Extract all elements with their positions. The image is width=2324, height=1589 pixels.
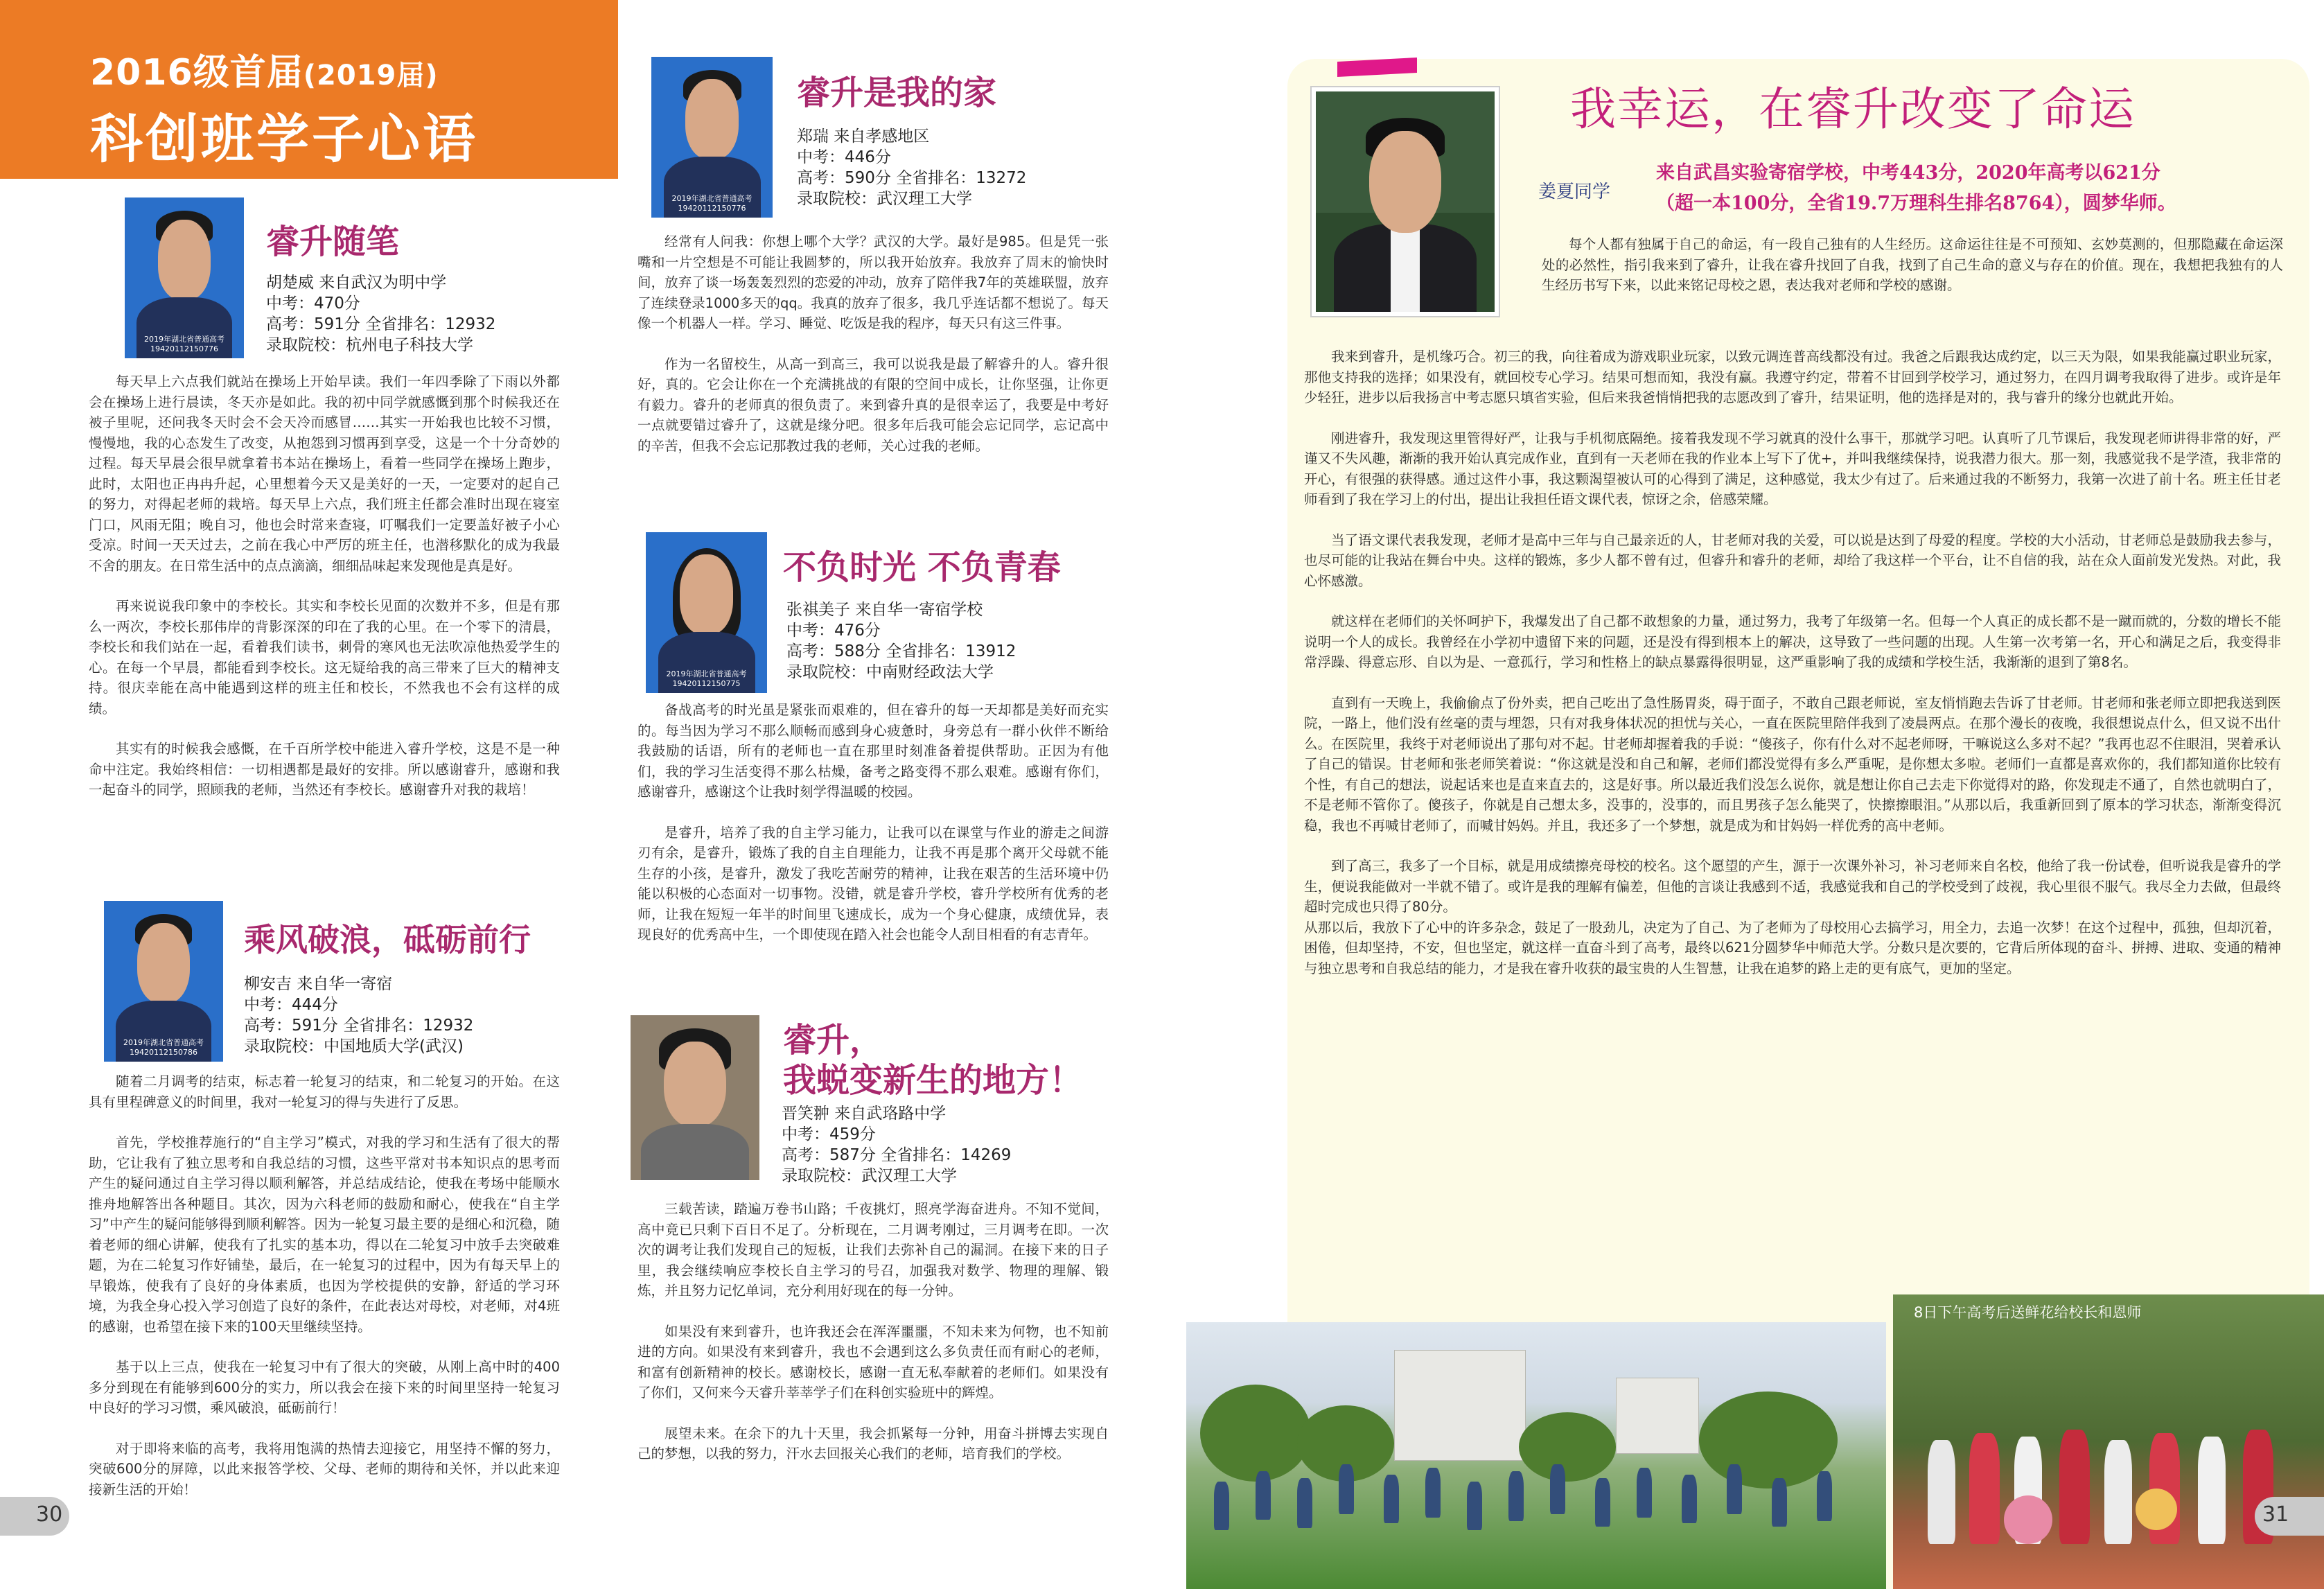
banner-title-line2: 科创班学子心语 xyxy=(90,108,478,170)
paragraph: 从那以后，我放下了心中的许多杂念，鼓足了一股劲儿，决定为了自己、为了老师为了母校用心去搞学习，用全力，去追一次梦！在这个过程中，孤独，但却沉着，困倦，但却坚持，不安，但也坚定，就这样一直奋斗到了高考，最终以621分圆梦华中师范大学。分数只是次要的，它背后所体现的奋斗、拼搏、进取、变通的精神与独立思考和自我总结的能力，才是我在睿升收获的最宝贵的人生智慧，让我在追梦的路上走的更有底气，更加的坚定。 xyxy=(1304,919,2281,976)
paragraph: 是睿升，培养了我的自主学习能力，让我可以在课堂与作业的游走之间游刃有余，是睿升，锻炼了我的自主自理能力，让我不再是那个离开父母就不能生存的小孩，是睿升，激发了我吃苦耐劳的精神，让我在艰苦的生活环境中仍能以积极的心态面对一切事物。没错，就是睿升学校，睿升学校所有优秀的老师，让我在短短一年半的时间里飞速成长，成为一个身心健康，成绩优异，表现良好的优秀高中生，一个即使现在踏入社会也能令人刮目相看的有志青年。 xyxy=(637,824,1109,942)
paragraph: 如果没有来到睿升，也许我还会在浑浑噩噩，不知未来为何物，也不知前进的方向。如果没有来到睿升，我也不会遇到这么多负责任而有耐心的老师，和富有创新精神的校长。感谢校长，感谢一直无私奉献着的老师们。如果没有了你们，又何来今天睿升莘莘学子们在科创实验班中的辉煌。 xyxy=(637,1323,1109,1401)
article-info-1 xyxy=(266,272,495,355)
feature-lead xyxy=(1656,158,2176,219)
feature-student-photo xyxy=(1312,87,1499,316)
flower-ceremony-photo xyxy=(1893,1294,2324,1589)
student-name: 张祺美子 来自华一寄宿学校 xyxy=(786,601,983,619)
zhongkao-score: 中考：470分 xyxy=(266,295,360,313)
paragraph: 作为一名留校生，从高一到高三，我可以说我是最了解睿升的人。睿升很好，真的。它会让你在一个充满挑战的有限的空间中成长，让你坚强，让你更有毅力。睿升的老师真的很负责了。来到睿升真的是很幸运了，我要是中考好一点就要错过睿升了，这就是缘分吧。很多年后我可能会忘记同学，忘记高中的辛苦，但我不会忘记那教过我的老师，关心过我的老师。 xyxy=(637,355,1109,454)
feature-intro xyxy=(1542,234,2283,316)
student-photo-5 xyxy=(631,1015,759,1180)
photo-caption: 2019年湖北省普通高考 19420112150776 xyxy=(144,335,225,353)
admitted-school: 录取院校：中南财经政法大学 xyxy=(786,663,994,681)
article-title-5 xyxy=(783,1020,1082,1100)
article-title-4: 不负时光 不负青春 xyxy=(783,548,1061,587)
admitted-school: 录取院校：武汉理工大学 xyxy=(782,1167,957,1185)
paragraph: 其实有的时候我会感慨，在千百所学校中能进入睿升学校，这是不是一种命中注定。我始终相信：一切相遇都是最好的安排。所以感谢睿升，感谢和我一起奋斗的同学，照顾我的老师，当然还有李校长。感谢睿升对我的栽培！ xyxy=(89,741,560,798)
page-number-left: 30 xyxy=(36,1502,63,1527)
article-info-2 xyxy=(244,974,473,1057)
group-jumping-photo xyxy=(1186,1322,1886,1589)
article-info-4 xyxy=(786,599,1016,683)
article-body-2 xyxy=(89,1071,560,1520)
paragraph: 首先，学校推荐施行的“自主学习”模式，对我的学习和生活有了很大的帮助，它让我有了独立思考和自我总结的习惯，这些平常对书本知识点的思考而产生的疑问通过自主学习得以顺利解答，并总结成结论，使我在考场中能顺水推舟地解答出各种题目。其次，因为六科老师的鼓励和耐心，使我在“自主学习”中产生的疑问能够得到顺利解答。因为一轮复习最主要的是细心和沉稳，随着老师的细心讲解，使我有了扎实的基本功，得以在二轮复习中放手去突破难题，为在二轮复习作好铺垫，最后，在一轮复习的过程中，因为有每天早上的早锻炼，使我有了良好的身体素质，也因为学校提供的安静，舒适的学习环境，为我全身心投入学习创造了良好的条件，在此表达对母校，对老师，对4班的感谢，也希望在接下来的100天里继续坚持。 xyxy=(89,1134,560,1335)
paragraph: 展望未来。在余下的九十天里，我会抓紧每一分钟，用奋斗拼博去实现自己的梦想，以我的努力，汗水去回报关心我们的老师，培育我们的学校。 xyxy=(637,1425,1109,1461)
admitted-school: 录取院校：杭州电子科技大学 xyxy=(266,336,473,354)
gaokao-score: 高考：588分 全省排名：13912 xyxy=(786,642,1016,660)
article-body-5 xyxy=(637,1199,1109,1484)
photo-caption: 2019年湖北省普通高考 19420112150776 xyxy=(671,194,752,213)
photo-caption: 2019年湖北省普通高考 19420112150786 xyxy=(123,1038,204,1057)
student-name: 郑瑞 来自孝感地区 xyxy=(797,128,930,146)
banner-class-year: (2019届) xyxy=(303,60,439,91)
gaokao-score: 高考：591分 全省排名：12932 xyxy=(244,1017,474,1035)
paragraph: 就这样在老师们的关怀呵护下，我爆发出了自己都不敢想象的力量，通过努力，我考了年级第一名。但每一个人真正的成长都不是一蹴而就的，分数的增长不能说明一个人的成长。我曾经在小学初中遗留下来的问题，还是没有得到根本上的解决，这导致了一些问题的出现。人生第一次考第一名，开心和满足之后，我变得非常浮躁、得意忘形、自以为是、一意孤行，学习和性格上的缺点暴露得很明显，这严重影响了我的成绩和学校生活，我渐渐的退到了第8名。 xyxy=(1304,613,2281,670)
paragraph: 当了语文课代表我发现，老师才是高中三年与自己最亲近的人，甘老师对我的关爱，可以说是达到了母爱的程度。学校的大小活动，甘老师总是鼓励我去参与，也尽可能的让我站在舞台中央。这样的锻炼，多少人都不曾有过，但睿升和睿升的老师，却给了我这样一个平台，让不自信的我，站在众人面前发光发热。对此，我心怀感激。 xyxy=(1304,532,2281,589)
banner-title-line1 xyxy=(90,43,439,95)
article-title-5-line1: 睿升， xyxy=(783,1021,883,1060)
photo-caption: 8日下午高考后送鲜花给校长和恩师 xyxy=(1914,1304,2142,1321)
feature-student-name: 姜夏同学 xyxy=(1538,182,1611,202)
article-body-1 xyxy=(89,371,560,820)
paragraph: 基于以上三点，使我在一轮复习中有了很大的突破，从刚上高中时的400多分到现在有能够到600分的实力，所以我会在接下来的时间里坚持一轮复习中良好的学习习惯，乘风破浪，砥砺前行！ xyxy=(89,1359,560,1416)
student-name: 柳安吉 来自华一寄宿 xyxy=(244,975,393,993)
feature-body xyxy=(1304,346,2281,999)
paragraph: 直到有一天晚上，我偷偷点了份外卖，把自己吃出了急性肠胃炎，碍于面子，不敢自己跟老师说，室友悄悄跑去告诉了甘老师。甘老师和张老师立即把我送到医院，一路上，他们没有丝毫的责与埋怨，只有对我身体状况的担忧与关心，一直在医院里陪伴我到了凌晨两点。在那个漫长的夜晚，我很想说点什么，但又说不出什么。在医院里，我终于对老师说出了那句对不起。甘老师却握着我的手说：“傻孩子，你有什么对不起老师呀，干嘛说这么多对不起？”我再也忍不住眼泪，哭着承认了自己的错误。甘老师和张老师笑着说：“你这就是没和自己和解，老师们都没觉得有多么严重呢，是你想太多啦。老师们一直都是喜欢你的，我们都知道你比较有个性，有自己的想法，说起话来也是直来直去的，这是好事。所以最近我们没怎么说你，就是想让你自己去走下你觉得对的路，你发现走不通了，自然也就明白了，不是老师不管你了。傻孩子，你就是自己想太多，没事的，没事的，而且男孩子怎么能哭了，快擦擦眼泪。”从那以后，我重新回到了原本的学习状态，渐渐变得沉稳，我也不再喊甘老师了，而喊甘妈妈。并且，我还多了一个梦想，就是成为和甘妈妈一样优秀的高中老师。 xyxy=(1304,694,2281,834)
student-photo-3 xyxy=(651,57,773,218)
paragraph: 刚进睿升，我发现这里管得好严，让我与手机彻底隔绝。接着我发现不学习就真的没什么事干，那就学习吧。认真听了几节课后，我发现老师讲得非常的好，严谨又不失风趣，渐渐的我开始认真完成作业，直到有一天老师在我的作业本上写下了优+，并叫我继续保持，说我潜力很大。那一刻，我感觉我不是学渣，我非常的开心，有很强的获得感。通过这件小事，我这颗渴望被认可的心得到了满足，这种感觉，我太少有过了。后来通过我的不断努力，我第一次进了前十名。班主任甘老师看到了我在学习上的付出，提出让我担任语文课代表，惊讶之余，倍感荣耀。 xyxy=(1304,430,2281,507)
article-body-3 xyxy=(637,231,1109,476)
article-info-3 xyxy=(797,126,1026,209)
paragraph: 每个人都有独属于自己的命运，有一段自己独有的人生经历。这命运往往是不可预知、玄妙莫测的，但那隐藏在命运深处的必然性，指引我来到了睿升，让我在睿升找回了自我，找到了自己生命的意义与存在的价值。现在，我想把我独有的人生经历书写下来，以此来铭记母校之恩，表达我对老师和学校的感谢。 xyxy=(1542,236,2283,293)
paragraph: 备战高考的时光虽是紧张而艰难的，但在睿升的每一天却都是美好而充实的。每当因为学习不那么顺畅而感到身心疲惫时，身旁总有一群小伙伴不断给我鼓励的话语，所有的老师也一直在那里时刻准备着提供帮助。正因为有他们，我的学习生活变得不那么枯燥，备考之路变得不那么艰难。感谢有你们，感谢睿升，感谢这个让我时刻学得温暖的校园。 xyxy=(637,702,1109,800)
zhongkao-score: 中考：459分 xyxy=(782,1125,876,1143)
paragraph: 经常有人问我：你想上哪个大学？武汉的大学。最好是985。但是凭一张嘴和一片空想是不可能让我圆梦的，所以我开始放弃。我放弃了周末的愉快时间，放弃了谈一场轰轰烈烈的恋爱的冲动，放弃了陪伴我7年的英雄联盟，放弃了连续登录1000多天的qq。我真的放弃了很多，我几乎连话都不想说了。每天像一个机器人一样。学习、睡觉、吃饭是我的程序，每天只有这三件事。 xyxy=(637,234,1109,331)
gaokao-score: 高考：590分 全省排名：13272 xyxy=(797,169,1027,187)
paragraph: 再来说说我印象中的李校长。其实和李校长见面的次数并不多，但是有那么一两次，李校长那伟岸的背影深深的印在了我的心里。在一个零下的清晨，李校长和我们站在一起，看着我们读书，刺骨的寒风也无法吹凉他热爱学生的心。在每一个早晨，都能看到李校长。这无疑给我的高三带来了巨大的精神支持。很庆幸能在高中能遇到这样的班主任和校长，不然我也不会有这样的成绩。 xyxy=(89,598,560,717)
feature-lead-line1: 来自武昌实验寄宿学校，中考443分，2020年高考以621分 xyxy=(1656,162,2160,184)
student-name: 晋笑翀 来自武珞路中学 xyxy=(782,1105,947,1123)
paragraph: 三载苦读，踏遍万卷书山路；千夜挑灯，照亮学海奋进舟。不知不觉间，高中竟已只剩下百日不足了。分析现在，二月调考刚过，三月调考在即。一次次的调考让我们发现自己的短板，让我们去弥补自己的漏洞。在接下来的日子里，我会继续响应李校长自主学习的号召，加强我对数学、物理的理解、锻炼，并且努力记忆单词，充分利用好现在的每一分钟。 xyxy=(637,1201,1109,1299)
gaokao-score: 高考：587分 全省排名：14269 xyxy=(782,1146,1012,1164)
zhongkao-score: 中考：446分 xyxy=(797,148,891,166)
article-title-2: 乘风破浪，砥砺前行 xyxy=(244,921,531,958)
student-photo-4 xyxy=(646,532,767,693)
paragraph: 对于即将来临的高考，我将用饱满的热情去迎接它，用坚持不懈的努力，突破600分的屏障，以此来报答学校、父母、老师的期待和关怀，并以此来迎接新生活的开始！ xyxy=(89,1440,560,1498)
feature-title: 我幸运，在睿升改变了命运 xyxy=(1570,82,2136,136)
paragraph: 我来到睿升，是机缘巧合。初三的我，向往着成为游戏职业玩家，以致元调连普高线都没有过。我爸之后跟我达成约定，以三天为限，如果我能赢过职业玩家，那他支持我的选择；如果没有，就回校专心学习。结果可想而知，我没有赢。我遵守约定，带着不甘回到学校学习，通过努力，在四月调考我取得了进步。或许是年少轻狂，进步以后我扬言中考志愿只填省实验，但后来我爸悄悄把我的志愿改到了睿升，结果证明，他的选择是对的，我与睿升的缘分也就此开始。 xyxy=(1304,349,2281,405)
feature-lead-line2: （超一本100分，全省19.7万理科生排名8764），圆梦华师。 xyxy=(1656,193,2176,214)
page-number-right: 31 xyxy=(2262,1502,2289,1527)
admitted-school: 录取院校：中国地质大学(武汉) xyxy=(244,1037,464,1055)
paragraph: 随着二月调考的结束，标志着一轮复习的结束，和二轮复习的开始。在这具有里程碑意义的时间里，我对一轮复习的得与失进行了反思。 xyxy=(89,1073,560,1110)
article-info-5 xyxy=(782,1103,1011,1186)
paragraph: 每天早上六点我们就站在操场上开始早读。我们一年四季除了下雨以外都会在操场上进行晨读，冬天亦是如此。我的初中同学就感慨到那个时候我还在被子里呢，还问我冬天时会不会天冷而感冒……其实一开始我也比较不习惯，慢慢地，我的心态发生了改变，从抱怨到习惯再到享受，这是一个十分奇妙的过程。每天早晨会很早就拿着书本站在操场上，看着一些同学在操场上跑步，此时，太阳也正冉冉升起，心里想着今天又是美好的一天，一定要对的起自己的努力，对得起老师的栽培。每天早上六点，我们班主任都会准时出现在寝室门口，风雨无阻；晚自习，他也会时常来查寝，叮嘱我们一定要盖好被子小心受凉。时间一天天过去，之前在我心中严厉的班主任，也潜移默化的成为我最不舍的朋友。在日常生活中的点点滴滴，细细品味起来发现他是真是好。 xyxy=(89,374,560,574)
admitted-school: 录取院校：武汉理工大学 xyxy=(797,190,972,208)
article-body-4 xyxy=(637,700,1109,965)
article-title-3: 睿升是我的家 xyxy=(797,73,997,112)
student-photo-2 xyxy=(104,901,223,1062)
zhongkao-score: 中考：444分 xyxy=(244,996,338,1014)
paragraph: 到了高三，我多了一个目标，就是用成绩擦亮母校的校名。这个愿望的产生，源于一次课外补习，补习老师来自名校，他给了我一份试卷，但听说我是睿升的学生，便说我能做对一半就不错了。或许是我的理解有偏差，但他的言谈让我感到不适，我感觉我和自己的学校受到了歧视，我心里很不服气。我尽全力去做，但最终超时完成也只得了80分。 xyxy=(1304,858,2281,915)
photo-caption: 2019年湖北省普通高考 19420112150775 xyxy=(666,669,747,688)
zhongkao-score: 中考：476分 xyxy=(786,622,881,640)
student-name: 胡楚威 来自武汉为明中学 xyxy=(266,274,447,292)
article-title-5-line2: 我蜕变新生的地方！ xyxy=(783,1061,1083,1100)
gaokao-score: 高考：591分 全省排名：12932 xyxy=(266,315,496,333)
banner-year: 2016级首届 xyxy=(90,52,303,94)
student-photo-1 xyxy=(125,197,244,358)
article-title-1: 睿升随笔 xyxy=(266,222,400,261)
